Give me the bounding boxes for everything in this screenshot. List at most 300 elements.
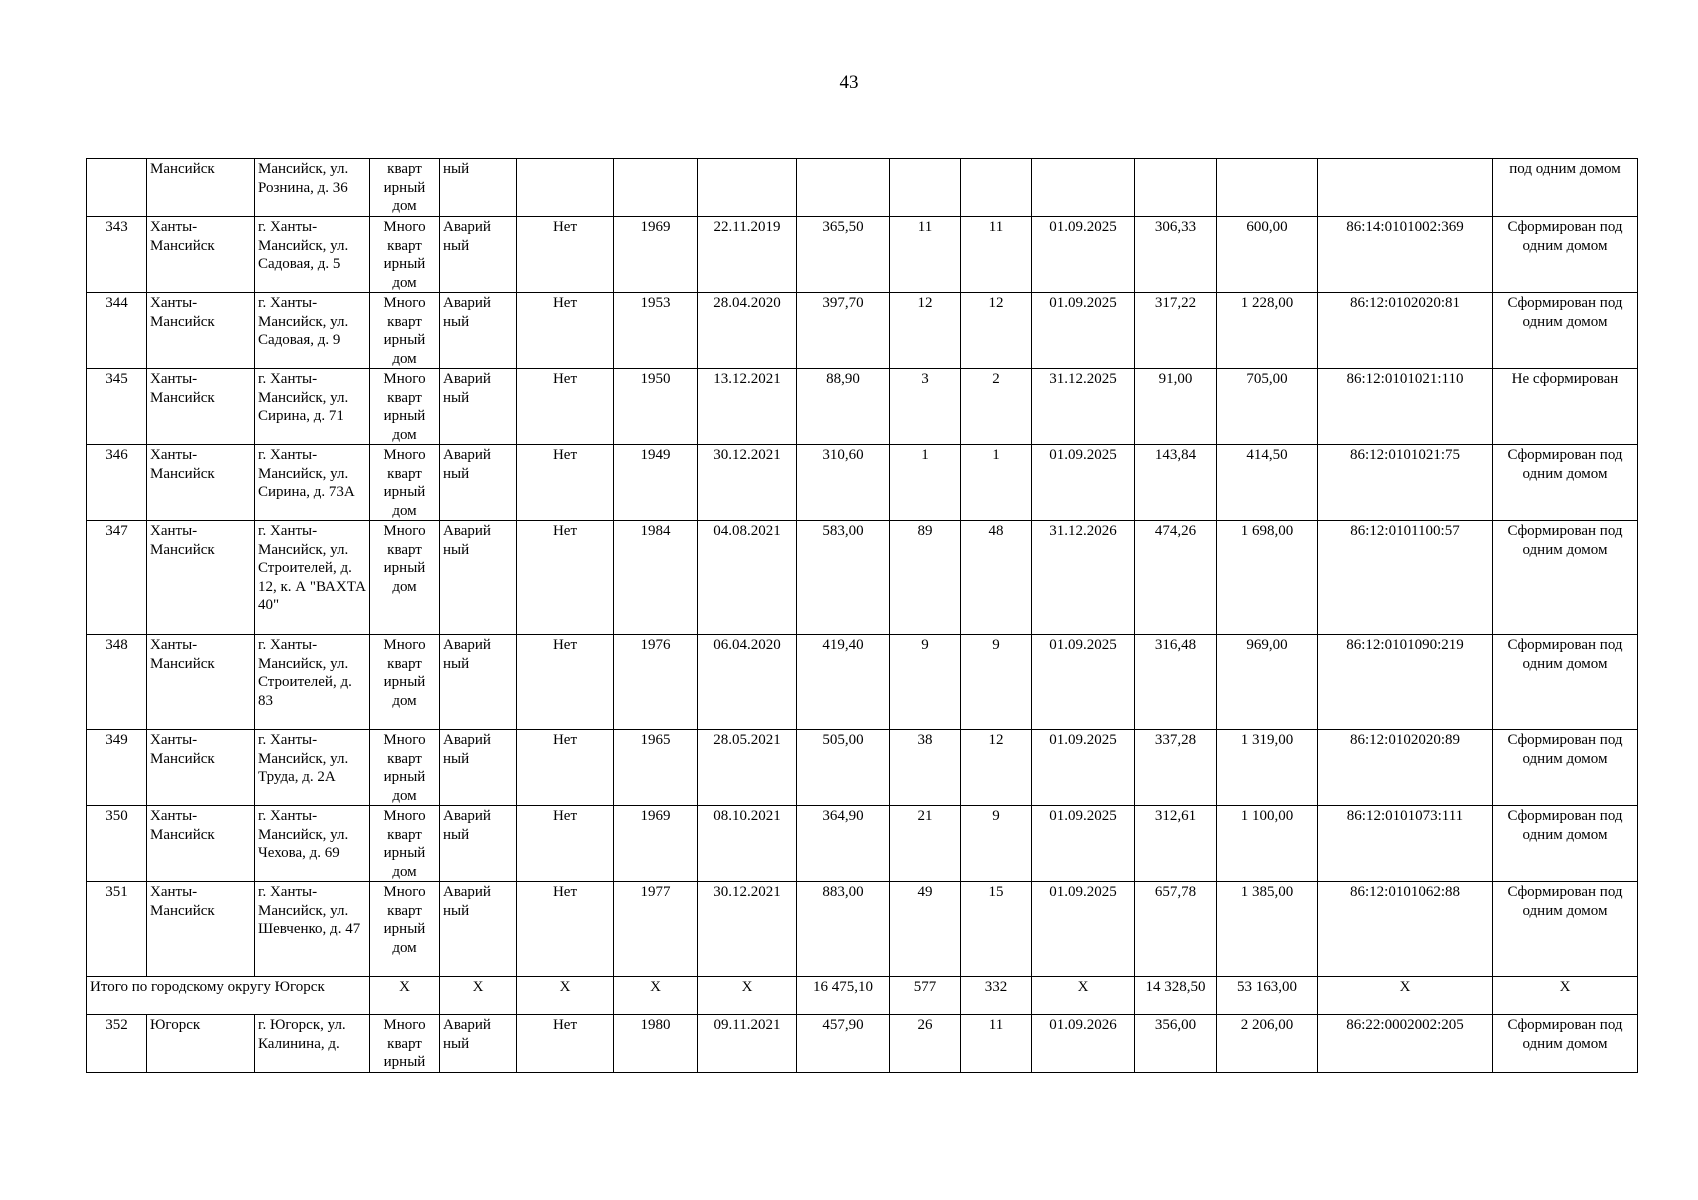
land-area-text: 1 319,00 bbox=[1240, 732, 1294, 748]
cell-land-status bbox=[1493, 806, 1638, 882]
cell-cadastral-number bbox=[1318, 882, 1493, 977]
cell-flag bbox=[517, 445, 614, 521]
cell-date-recognized bbox=[698, 977, 797, 1015]
table-row-cut bbox=[87, 1015, 1638, 1073]
cell-date-recognized bbox=[698, 730, 797, 806]
year-built-text: 1984 bbox=[640, 523, 671, 539]
cell-settlement bbox=[147, 521, 255, 635]
resettlement-date-text: 01.09.2025 bbox=[1049, 884, 1117, 900]
cell-year-built bbox=[614, 730, 698, 806]
condition-text: Аварий ный bbox=[443, 371, 491, 406]
no-text: 346 bbox=[105, 447, 128, 463]
cell-land-status bbox=[1493, 445, 1638, 521]
cell-land-area bbox=[1217, 806, 1318, 882]
settlement-text: Ханты-Мансийск bbox=[150, 219, 215, 254]
year-built-text: 1950 bbox=[640, 371, 671, 387]
cell-no bbox=[87, 730, 147, 806]
cell-building-type bbox=[370, 730, 440, 806]
cell-resettlement-date bbox=[1032, 369, 1135, 445]
area2-text: 337,28 bbox=[1154, 732, 1197, 748]
land-status-text: Сформирован под одним домом bbox=[1507, 884, 1623, 919]
address-text: г. Ханты-Мансийск, ул. Строителей, д. 12, к. А "ВАХТА 40" bbox=[258, 523, 366, 614]
cell-land-status bbox=[1493, 217, 1638, 293]
cell-resettlement-date bbox=[1032, 217, 1135, 293]
year-built-text: 1949 bbox=[640, 447, 671, 463]
resettlement-date-text: 01.09.2025 bbox=[1049, 732, 1117, 748]
cell-year-built bbox=[614, 882, 698, 977]
cell-area bbox=[797, 293, 890, 369]
premises-text: 12 bbox=[988, 732, 1004, 748]
cell-resettlement-date bbox=[1032, 977, 1135, 1015]
cell-flag bbox=[517, 1015, 614, 1073]
cell-land-status bbox=[1493, 293, 1638, 369]
cell-cadastral-number bbox=[1318, 730, 1493, 806]
cell-flag bbox=[517, 521, 614, 635]
year-built-text: 1969 bbox=[640, 219, 671, 235]
cell-no bbox=[87, 445, 147, 521]
cell-area2 bbox=[1135, 217, 1217, 293]
cell-resettlement-date bbox=[1032, 1015, 1135, 1073]
cell-empty bbox=[961, 159, 1032, 217]
address-text: г. Ханты-Мансийск, ул. Шевченко, д. 47 bbox=[258, 884, 361, 938]
cell-building-type bbox=[370, 806, 440, 882]
area2-text: 143,84 bbox=[1154, 447, 1197, 463]
area-text: 397,70 bbox=[822, 295, 864, 311]
date-recognized-text: Х bbox=[741, 979, 753, 995]
premises-text: 11 bbox=[988, 1017, 1004, 1033]
cadastral-number-text: 86:12:0101062:88 bbox=[1349, 884, 1460, 900]
cell-condition bbox=[440, 882, 517, 977]
cell-building-type bbox=[370, 977, 440, 1015]
cell-premises bbox=[961, 730, 1032, 806]
cell-no bbox=[87, 159, 147, 217]
table-row bbox=[87, 521, 1638, 635]
cell-date-recognized bbox=[698, 445, 797, 521]
address-text: г. Ханты-Мансийск, ул. Сирина, д. 71 bbox=[258, 371, 349, 425]
table-row-continuation bbox=[87, 159, 1638, 217]
date-recognized-text: 28.05.2021 bbox=[713, 732, 781, 748]
land-status-text: Сформирован под одним домом bbox=[1507, 1017, 1623, 1052]
cell-condition bbox=[440, 635, 517, 730]
cell-address bbox=[255, 806, 370, 882]
cell-address bbox=[255, 882, 370, 977]
cell-area bbox=[797, 730, 890, 806]
cell-year-built bbox=[614, 445, 698, 521]
resettlement-date-text: 01.09.2025 bbox=[1049, 219, 1117, 235]
cell-residents bbox=[890, 1015, 961, 1073]
cell-land-area bbox=[1217, 977, 1318, 1015]
cell-resettlement-date bbox=[1032, 635, 1135, 730]
cell-premises bbox=[961, 521, 1032, 635]
cell-date-recognized bbox=[698, 882, 797, 977]
cell-year-built bbox=[614, 1015, 698, 1073]
no-text: 347 bbox=[105, 523, 128, 539]
resettlement-date-text: 01.09.2025 bbox=[1049, 637, 1117, 653]
cell-no bbox=[87, 882, 147, 977]
cell-no bbox=[87, 1015, 147, 1073]
cell-flag bbox=[517, 882, 614, 977]
building-type-text: Много кварт ирный дом bbox=[383, 732, 426, 804]
settlement-text: Югорск bbox=[150, 1017, 201, 1033]
flag-text: Нет bbox=[552, 637, 578, 653]
cell-area bbox=[797, 369, 890, 445]
address-text: г. Ханты-Мансийск, ул. Строителей, д. 83 bbox=[258, 637, 352, 709]
cell-residents bbox=[890, 369, 961, 445]
cell-residents bbox=[890, 445, 961, 521]
premises-text: 15 bbox=[988, 884, 1004, 900]
settlement-text: Ханты-Мансийск bbox=[150, 523, 215, 558]
cell-empty bbox=[517, 159, 614, 217]
cell-land-area bbox=[1217, 1015, 1318, 1073]
flag-text: Нет bbox=[552, 447, 578, 463]
address-text: г. Югорск, ул. Калинина, д. bbox=[258, 1017, 346, 1052]
cell-year-built bbox=[614, 806, 698, 882]
cell-date-recognized bbox=[698, 293, 797, 369]
building-type-text: Много кварт ирный bbox=[383, 1017, 426, 1071]
resettlement-date-text: 01.09.2025 bbox=[1049, 447, 1117, 463]
settlement-text: Ханты-Мансийск bbox=[150, 295, 215, 330]
cell-address bbox=[255, 445, 370, 521]
land-status-text: Сформирован под одним домом bbox=[1507, 523, 1623, 558]
area-text: 505,00 bbox=[822, 732, 864, 748]
cell-land-status bbox=[1493, 521, 1638, 635]
area2-text: 356,00 bbox=[1154, 1017, 1197, 1033]
cell-cadastral-number bbox=[1318, 521, 1493, 635]
cadastral-number-text: 86:14:0101002:369 bbox=[1346, 219, 1464, 235]
date-recognized-text: 30.12.2021 bbox=[713, 447, 781, 463]
cell-building-type bbox=[370, 882, 440, 977]
flag-text: Нет bbox=[552, 523, 578, 539]
cell-land-status bbox=[1493, 635, 1638, 730]
table-row bbox=[87, 369, 1638, 445]
resettlement-date-text: 31.12.2026 bbox=[1049, 523, 1117, 539]
flag-text: Нет bbox=[552, 1017, 578, 1033]
cell-empty bbox=[1135, 159, 1217, 217]
cell-address bbox=[255, 635, 370, 730]
cell-empty bbox=[1318, 159, 1493, 217]
year-built-text: Х bbox=[650, 979, 661, 995]
cell-condition bbox=[440, 445, 517, 521]
subtotal-row bbox=[87, 977, 1638, 1015]
cell-address bbox=[255, 521, 370, 635]
table-row bbox=[87, 635, 1638, 730]
address-text: г. Ханты-Мансийск, ул. Садовая, д. 5 bbox=[258, 219, 349, 273]
building-type-text: Много кварт ирный дом bbox=[383, 808, 426, 880]
cell-cadastral-number bbox=[1318, 1015, 1493, 1073]
settlement-text: Ханты-Мансийск bbox=[150, 732, 215, 767]
area-text: 88,90 bbox=[826, 371, 860, 387]
cell-condition bbox=[440, 730, 517, 806]
cell-area2 bbox=[1135, 882, 1217, 977]
no-text: 348 bbox=[105, 637, 128, 653]
land-area-text: 1 385,00 bbox=[1240, 884, 1294, 900]
year-built-text: 1977 bbox=[640, 884, 671, 900]
address-text: г. Ханты-Мансийск, ул. Сирина, д. 73А bbox=[258, 447, 355, 501]
resettlement-date-text: 01.09.2025 bbox=[1049, 808, 1117, 824]
page-number: 43 bbox=[839, 72, 859, 93]
cell-flag bbox=[517, 806, 614, 882]
condition-text: Аварий ный bbox=[443, 884, 491, 919]
cell-resettlement-date bbox=[1032, 293, 1135, 369]
flag-text: Нет bbox=[552, 732, 578, 748]
premises-text: 11 bbox=[988, 219, 1004, 235]
cell-cadastral-number bbox=[1318, 445, 1493, 521]
premises-text: 332 bbox=[984, 979, 1008, 995]
cell-building-type bbox=[370, 369, 440, 445]
cell-flag bbox=[517, 369, 614, 445]
resettlement-date-text: 31.12.2025 bbox=[1049, 371, 1117, 387]
condition-text: Аварий ный bbox=[443, 637, 491, 672]
settlement-text: Ханты-Мансийск bbox=[150, 371, 215, 406]
land-status-text: Сформирован под одним домом bbox=[1507, 808, 1623, 843]
cell-area2 bbox=[1135, 635, 1217, 730]
table-row bbox=[87, 293, 1638, 369]
cell-date-recognized bbox=[698, 521, 797, 635]
premises-text: 48 bbox=[988, 523, 1004, 539]
cell-date-recognized bbox=[698, 369, 797, 445]
cell-land-status bbox=[1493, 159, 1638, 217]
land-status-text: Сформирован под одним домом bbox=[1507, 637, 1623, 672]
cell-date-recognized bbox=[698, 1015, 797, 1073]
no-text: 350 bbox=[105, 808, 128, 824]
area-text: 365,50 bbox=[822, 219, 864, 235]
land-area-text: 600,00 bbox=[1246, 219, 1288, 235]
year-built-text: 1980 bbox=[640, 1017, 671, 1033]
residents-text: 3 bbox=[921, 371, 929, 387]
cell-flag bbox=[517, 977, 614, 1015]
condition-text: Аварий ный bbox=[443, 732, 491, 767]
building-type-text: Х bbox=[399, 979, 410, 995]
cell-no bbox=[87, 369, 147, 445]
year-built-text: 1969 bbox=[640, 808, 671, 824]
cell-settlement bbox=[147, 445, 255, 521]
cell-empty bbox=[797, 159, 890, 217]
address-text: Мансийск, ул. Рознина, д. 36 bbox=[258, 161, 349, 196]
cell-land-status bbox=[1493, 977, 1638, 1015]
building-type-text: Много кварт ирный дом bbox=[383, 523, 426, 595]
cell-area bbox=[797, 445, 890, 521]
cell-year-built bbox=[614, 977, 698, 1015]
cell-settlement bbox=[147, 730, 255, 806]
cell-flag bbox=[517, 217, 614, 293]
cadastral-number-text: 86:12:0102020:89 bbox=[1349, 732, 1460, 748]
flag-text: Нет bbox=[552, 219, 578, 235]
cell-premises bbox=[961, 369, 1032, 445]
cell-address bbox=[255, 159, 370, 217]
land-status-text: Сформирован под одним домом bbox=[1507, 219, 1623, 254]
cell-settlement bbox=[147, 882, 255, 977]
cell-empty bbox=[890, 159, 961, 217]
condition-text: Х bbox=[472, 979, 484, 995]
area2-text: 657,78 bbox=[1154, 884, 1197, 900]
flag-text: Х bbox=[559, 979, 571, 995]
cell-settlement bbox=[147, 635, 255, 730]
cell-premises bbox=[961, 217, 1032, 293]
cell-land-status bbox=[1493, 1015, 1638, 1073]
land-status-text: Сформирован под одним домом bbox=[1507, 732, 1623, 767]
building-type-text: Много кварт ирный дом bbox=[383, 637, 426, 709]
cell-building-type bbox=[370, 1015, 440, 1073]
date-recognized-text: 22.11.2019 bbox=[713, 219, 781, 235]
table-row bbox=[87, 882, 1638, 977]
land-status-text: Х bbox=[1559, 979, 1571, 995]
cell-area bbox=[797, 217, 890, 293]
cell-premises bbox=[961, 1015, 1032, 1073]
land-status-text: под одним домом bbox=[1509, 161, 1621, 177]
cell-area2 bbox=[1135, 521, 1217, 635]
area2-text: 312,61 bbox=[1154, 808, 1197, 824]
cell-area2 bbox=[1135, 445, 1217, 521]
cell-address bbox=[255, 293, 370, 369]
flag-text: Нет bbox=[552, 884, 578, 900]
cell-settlement bbox=[147, 369, 255, 445]
cell-premises bbox=[961, 977, 1032, 1015]
cell-residents bbox=[890, 730, 961, 806]
cell-condition bbox=[440, 369, 517, 445]
cadastral-number-text: Х bbox=[1399, 979, 1411, 995]
building-type-text: Много кварт ирный дом bbox=[383, 884, 426, 956]
cadastral-number-text: 86:12:0101021:110 bbox=[1346, 371, 1464, 387]
settlement-text: Мансийск bbox=[150, 161, 215, 177]
cell-premises bbox=[961, 293, 1032, 369]
building-type-text: Много кварт ирный дом bbox=[383, 295, 426, 367]
subtotal-label-text: Итого по городскому округу Югорск bbox=[90, 979, 325, 995]
cell-condition bbox=[440, 521, 517, 635]
address-text: г. Ханты-Мансийск, ул. Чехова, д. 69 bbox=[258, 808, 349, 862]
resettlement-date-text: Х bbox=[1077, 979, 1089, 995]
area-text: 583,00 bbox=[822, 523, 864, 539]
cell-area bbox=[797, 1015, 890, 1073]
cell-building-type bbox=[370, 217, 440, 293]
land-area-text: 969,00 bbox=[1246, 637, 1288, 653]
cell-residents bbox=[890, 217, 961, 293]
cell-empty bbox=[614, 159, 698, 217]
date-recognized-text: 28.04.2020 bbox=[713, 295, 781, 311]
year-built-text: 1953 bbox=[640, 295, 671, 311]
cell-premises bbox=[961, 882, 1032, 977]
cell-area bbox=[797, 521, 890, 635]
building-type-text: кварт ирный дом bbox=[383, 161, 426, 215]
cell-date-recognized bbox=[698, 635, 797, 730]
cell-settlement bbox=[147, 1015, 255, 1073]
cell-residents bbox=[890, 882, 961, 977]
building-type-text: Много кварт ирный дом bbox=[383, 447, 426, 519]
settlement-text: Ханты-Мансийск bbox=[150, 637, 215, 672]
cell-year-built bbox=[614, 521, 698, 635]
date-recognized-text: 06.04.2020 bbox=[713, 637, 781, 653]
settlement-text: Ханты-Мансийск bbox=[150, 884, 215, 919]
area-text: 16 475,10 bbox=[813, 979, 873, 995]
cell-premises bbox=[961, 806, 1032, 882]
address-text: г. Ханты-Мансийск, ул. Садовая, д. 9 bbox=[258, 295, 349, 349]
cell-area bbox=[797, 635, 890, 730]
cell-subtotal-label bbox=[87, 977, 370, 1015]
cell-residents bbox=[890, 806, 961, 882]
cell-date-recognized bbox=[698, 217, 797, 293]
cell-year-built bbox=[614, 293, 698, 369]
cell-land-area bbox=[1217, 445, 1318, 521]
registry-table bbox=[86, 158, 1638, 1073]
condition-text: Аварий ный bbox=[443, 808, 491, 843]
land-area-text: 1 100,00 bbox=[1240, 808, 1294, 824]
condition-text: Аварий ный bbox=[443, 219, 491, 254]
condition-text: Аварий ный bbox=[443, 447, 491, 482]
area-text: 364,90 bbox=[822, 808, 864, 824]
table-row bbox=[87, 217, 1638, 293]
area2-text: 14 328,50 bbox=[1145, 979, 1206, 995]
no-text: 344 bbox=[105, 295, 128, 311]
cell-area2 bbox=[1135, 977, 1217, 1015]
cell-resettlement-date bbox=[1032, 445, 1135, 521]
table-row bbox=[87, 806, 1638, 882]
area2-text: 306,33 bbox=[1154, 219, 1197, 235]
cell-settlement bbox=[147, 159, 255, 217]
cell-building-type bbox=[370, 521, 440, 635]
residents-text: 577 bbox=[913, 979, 937, 995]
cell-empty bbox=[1217, 159, 1318, 217]
area2-text: 474,26 bbox=[1154, 523, 1197, 539]
cell-land-area bbox=[1217, 730, 1318, 806]
cell-cadastral-number bbox=[1318, 635, 1493, 730]
no-text: 345 bbox=[105, 371, 128, 387]
cell-cadastral-number bbox=[1318, 369, 1493, 445]
cell-area2 bbox=[1135, 730, 1217, 806]
flag-text: Нет bbox=[552, 295, 578, 311]
date-recognized-text: 13.12.2021 bbox=[713, 371, 781, 387]
no-text: 352 bbox=[105, 1017, 128, 1033]
residents-text: 21 bbox=[917, 808, 933, 824]
cell-area2 bbox=[1135, 293, 1217, 369]
cell-address bbox=[255, 217, 370, 293]
cell-condition bbox=[440, 977, 517, 1015]
residents-text: 12 bbox=[917, 295, 933, 311]
area-text: 457,90 bbox=[822, 1017, 864, 1033]
residents-text: 38 bbox=[917, 732, 933, 748]
residents-text: 9 bbox=[921, 637, 929, 653]
resettlement-date-text: 01.09.2026 bbox=[1049, 1017, 1117, 1033]
cell-condition bbox=[440, 806, 517, 882]
cell-date-recognized bbox=[698, 806, 797, 882]
table-row bbox=[87, 445, 1638, 521]
premises-text: 9 bbox=[992, 637, 1000, 653]
cell-condition bbox=[440, 159, 517, 217]
cell-no bbox=[87, 521, 147, 635]
cell-settlement bbox=[147, 293, 255, 369]
land-area-text: 414,50 bbox=[1246, 447, 1288, 463]
land-area-text: 1 698,00 bbox=[1240, 523, 1294, 539]
resettlement-date-text: 01.09.2025 bbox=[1049, 295, 1117, 311]
condition-text: Аварий ный bbox=[443, 523, 491, 558]
cell-condition bbox=[440, 293, 517, 369]
cell-area2 bbox=[1135, 1015, 1217, 1073]
condition-text: Аварий ный bbox=[443, 295, 491, 330]
cell-flag bbox=[517, 293, 614, 369]
date-recognized-text: 30.12.2021 bbox=[713, 884, 781, 900]
residents-text: 89 bbox=[917, 523, 933, 539]
cell-area bbox=[797, 882, 890, 977]
cadastral-number-text: 86:12:0101021:75 bbox=[1349, 447, 1460, 463]
cell-land-area bbox=[1217, 217, 1318, 293]
residents-text: 26 bbox=[917, 1017, 933, 1033]
cell-building-type bbox=[370, 635, 440, 730]
cell-condition bbox=[440, 1015, 517, 1073]
date-recognized-text: 09.11.2021 bbox=[713, 1017, 781, 1033]
cell-land-area bbox=[1217, 521, 1318, 635]
land-area-text: 53 163,00 bbox=[1237, 979, 1297, 995]
cell-building-type bbox=[370, 293, 440, 369]
table-row bbox=[87, 730, 1638, 806]
cell-land-area bbox=[1217, 293, 1318, 369]
